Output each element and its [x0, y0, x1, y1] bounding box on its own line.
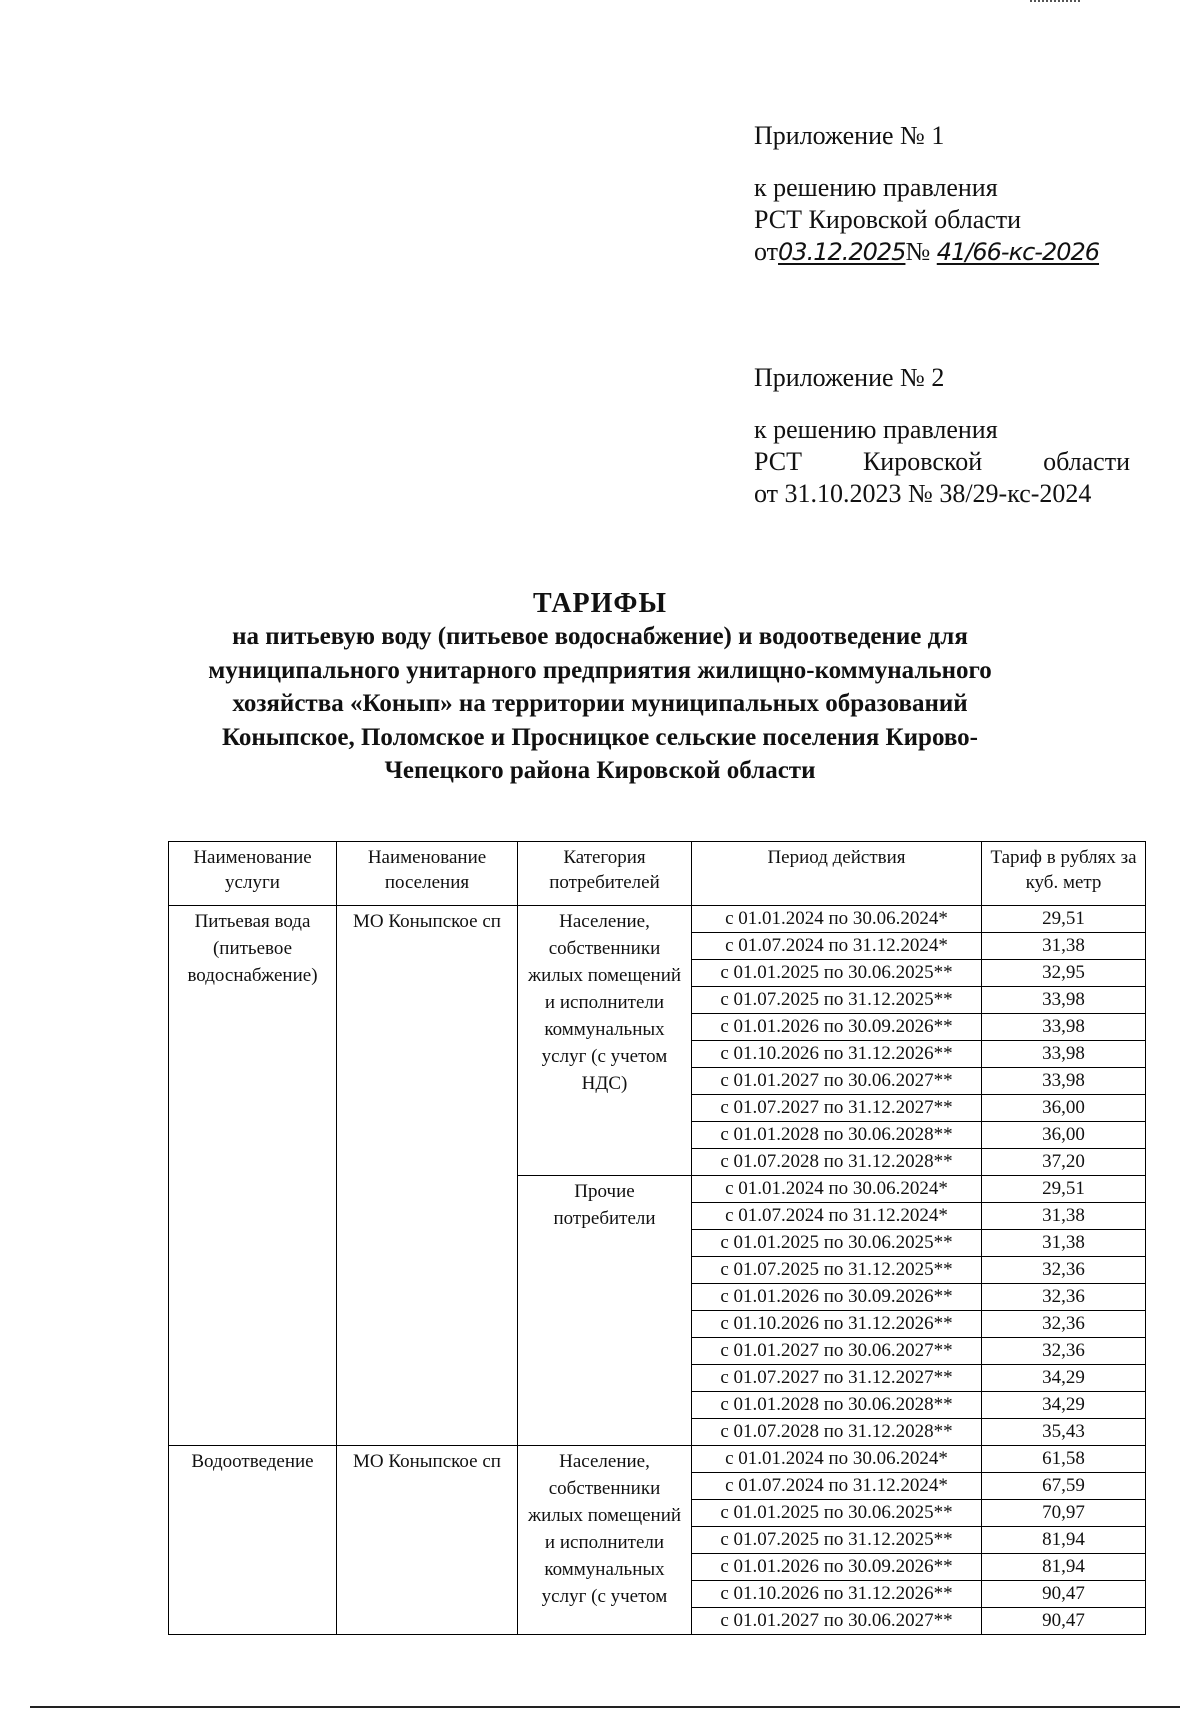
cell-period: с 01.01.2025 по 30.06.2025** [692, 1230, 982, 1257]
cell-period: с 01.01.2024 по 30.06.2024* [692, 1176, 982, 1203]
cell-period: с 01.10.2026 по 31.12.2026** [692, 1581, 982, 1608]
annex-2-line2 [754, 446, 1130, 478]
cell-period: с 01.07.2024 по 31.12.2024* [692, 933, 982, 960]
cell-tariff: 31,38 [982, 1230, 1146, 1257]
cell-period: с 01.01.2028 по 30.06.2028** [692, 1392, 982, 1419]
cell-period: с 01.10.2026 по 31.12.2026** [692, 1041, 982, 1068]
annex-1-line2: РСТ Кировской области [754, 205, 1022, 234]
annex-1-title: Приложение № 1 [754, 121, 945, 150]
cell-tariff: 37,20 [982, 1149, 1146, 1176]
cell-tariff: 81,94 [982, 1554, 1146, 1581]
header-service: Наименование услуги [169, 842, 337, 906]
document-subtitle-line: хозяйства «Конып» на территории муниципальных образований [232, 690, 968, 717]
cell-tariff: 36,00 [982, 1122, 1146, 1149]
annex-2-title: Приложение № 2 [754, 363, 945, 392]
table-row [169, 906, 1146, 933]
annex-2-line1: к решению правления [754, 415, 998, 444]
cell-tariff: 29,51 [982, 1176, 1146, 1203]
cell-category: Население, собственники жилых помещений и исполнители коммунальных услуг (с учетом [518, 1446, 692, 1635]
cell-tariff: 61,58 [982, 1446, 1146, 1473]
annex-1-block [754, 120, 1134, 268]
annex-1-number-sign: № [905, 237, 931, 266]
cell-period: с 01.07.2025 по 31.12.2025** [692, 1527, 982, 1554]
cell-category: Население, собственники жилых помещений и исполнители коммунальных услуг (с учетом НДС) [518, 906, 692, 1176]
cell-tariff: 33,98 [982, 1068, 1146, 1095]
header-category: Категория потребителей [518, 842, 692, 906]
cell-period: с 01.07.2027 по 31.12.2027** [692, 1365, 982, 1392]
cell-period: с 01.01.2025 по 30.06.2025** [692, 1500, 982, 1527]
cell-tariff: 70,97 [982, 1500, 1146, 1527]
cell-tariff: 31,38 [982, 933, 1146, 960]
annex-1-date-line [754, 236, 1134, 268]
cell-tariff: 90,47 [982, 1608, 1146, 1635]
annex-2-word: области [1043, 447, 1130, 476]
cell-tariff: 32,36 [982, 1284, 1146, 1311]
cell-tariff: 67,59 [982, 1473, 1146, 1500]
cell-period: с 01.07.2025 по 31.12.2025** [692, 1257, 982, 1284]
cell-tariff: 33,98 [982, 1014, 1146, 1041]
cell-period: с 01.01.2024 по 30.06.2024* [692, 1446, 982, 1473]
annex-1-line1: к решению правления [754, 173, 998, 202]
cell-tariff: 34,29 [982, 1365, 1146, 1392]
cell-period: с 01.07.2024 по 31.12.2024* [692, 1203, 982, 1230]
document-title: ТАРИФЫ [533, 588, 667, 619]
cell-settlement: МО Коныпское сп [337, 1446, 518, 1635]
annex-1-date-prefix: от [754, 237, 779, 266]
cell-period: с 01.07.2028 по 31.12.2028** [692, 1149, 982, 1176]
document-subtitle-line: на питьевую воду (питьевое водоснабжение) и водоотведение для [232, 623, 968, 650]
cell-period: с 01.01.2024 по 30.06.2024* [692, 906, 982, 933]
scan-artifact [1030, 0, 1080, 6]
table-body [169, 906, 1146, 1635]
cell-tariff: 81,94 [982, 1527, 1146, 1554]
cell-period: с 01.07.2024 по 31.12.2024* [692, 1473, 982, 1500]
cell-tariff: 32,36 [982, 1311, 1146, 1338]
annex-2-word: РСТ [754, 447, 803, 476]
cell-period: с 01.07.2027 по 31.12.2027** [692, 1095, 982, 1122]
header-period: Период действия [692, 842, 982, 906]
cell-tariff: 34,29 [982, 1392, 1146, 1419]
cell-tariff: 31,38 [982, 1203, 1146, 1230]
cell-period: с 01.10.2026 по 31.12.2026** [692, 1311, 982, 1338]
cell-tariff: 32,36 [982, 1257, 1146, 1284]
cell-tariff: 33,98 [982, 1041, 1146, 1068]
handwritten-date: 03.12.2025 [778, 238, 906, 266]
cell-tariff: 29,51 [982, 906, 1146, 933]
page-bottom-rule [30, 1706, 1180, 1708]
annex-2-word: Кировской [862, 447, 983, 476]
cell-settlement: МО Коныпское сп [337, 906, 518, 1446]
tariffs-table [168, 841, 1146, 1635]
cell-period: с 01.07.2028 по 31.12.2028** [692, 1419, 982, 1446]
cell-tariff: 32,95 [982, 960, 1146, 987]
cell-tariff: 36,00 [982, 1095, 1146, 1122]
cell-tariff: 33,98 [982, 987, 1146, 1014]
annex-2-line3: от 31.10.2023 № 38/29-кс-2024 [754, 479, 1092, 508]
header-settlement: Наименование поселения [337, 842, 518, 906]
document-subtitle-line: Коныпское, Поломское и Просницкое сельские поселения Кирово- [222, 723, 978, 751]
document-subtitle-line: муниципального унитарного предприятия жилищно-коммунального [208, 656, 992, 684]
table-row [169, 1446, 1146, 1473]
cell-period: с 01.01.2027 по 30.06.2027** [692, 1338, 982, 1365]
cell-period: с 01.01.2027 по 30.06.2027** [692, 1608, 982, 1635]
cell-tariff: 32,36 [982, 1338, 1146, 1365]
table-header-row [169, 842, 1146, 906]
cell-period: с 01.01.2028 по 30.06.2028** [692, 1122, 982, 1149]
cell-period: с 01.01.2025 по 30.06.2025** [692, 960, 982, 987]
document-subtitle-line: Чепецкого района Кировской области [384, 757, 816, 784]
cell-tariff: 90,47 [982, 1581, 1146, 1608]
cell-period: с 01.01.2026 по 30.09.2026** [692, 1014, 982, 1041]
cell-period: с 01.01.2027 по 30.06.2027** [692, 1068, 982, 1095]
cell-tariff: 35,43 [982, 1419, 1146, 1446]
header-tariff: Тариф в рублях за куб. метр [982, 842, 1146, 906]
annex-2-block [754, 362, 1134, 510]
cell-category: Прочие потребители [518, 1176, 692, 1446]
cell-service: Водоотведение [169, 1446, 337, 1635]
cell-period: с 01.01.2026 по 30.09.2026** [692, 1284, 982, 1311]
document-title-block [160, 588, 1040, 788]
cell-period: с 01.01.2026 по 30.09.2026** [692, 1554, 982, 1581]
cell-service: Питьевая вода (питьевое водоснабжение) [169, 906, 337, 1446]
cell-period: с 01.07.2025 по 31.12.2025** [692, 987, 982, 1014]
handwritten-number: 41/66-кс-2026 [936, 238, 1100, 266]
